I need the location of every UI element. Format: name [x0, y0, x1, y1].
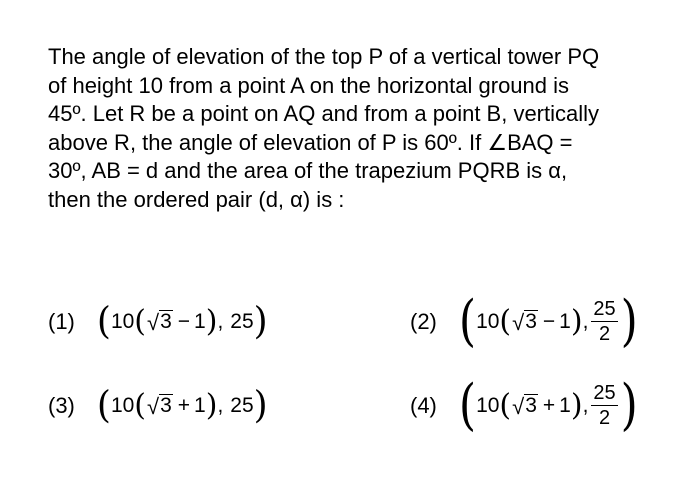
- left-paren: (: [499, 388, 512, 423]
- radical-sign: √: [147, 309, 160, 335]
- left-paren: (: [458, 289, 477, 354]
- option-expression: [458, 289, 638, 354]
- one: 1: [194, 394, 206, 417]
- question-text: [48, 43, 628, 215]
- option-expression: [96, 299, 268, 343]
- right-paren: ): [570, 388, 583, 423]
- square-root: [147, 310, 173, 333]
- question-line: of height 10 from a point A on the horizontal ground is: [48, 72, 570, 98]
- square-root: [512, 310, 538, 333]
- comma: ,: [217, 310, 224, 333]
- question-line: 30º, AB = d and the area of the trapezium PQRB is α,: [48, 158, 568, 184]
- radical-sign: √: [147, 393, 160, 419]
- operator: +: [177, 394, 191, 417]
- comma: ,: [217, 394, 224, 417]
- operator: +: [542, 394, 556, 417]
- area-fraction: [591, 299, 617, 345]
- operator: −: [177, 310, 191, 333]
- area-value: 25: [230, 310, 254, 333]
- left-paren: (: [134, 304, 147, 339]
- radicand: 3: [160, 394, 172, 418]
- square-root: [147, 394, 173, 417]
- coefficient: 10: [110, 394, 135, 417]
- right-paren: ): [205, 388, 218, 423]
- fraction-numerator: 25: [593, 382, 616, 404]
- one: 1: [559, 310, 571, 333]
- area-value: 25: [230, 394, 254, 417]
- left-paren: (: [96, 383, 111, 427]
- radicand: 3: [160, 310, 172, 334]
- option-4[interactable]: [410, 373, 638, 438]
- left-paren: (: [96, 299, 111, 343]
- square-root: [512, 394, 538, 417]
- question-line: 45º. Let R be a point on AQ and from a point B, vertically: [48, 101, 600, 127]
- right-paren: ): [570, 304, 583, 339]
- left-paren: (: [499, 304, 512, 339]
- coefficient: 10: [476, 394, 500, 417]
- one: 1: [559, 394, 571, 417]
- option-number: (3): [48, 393, 75, 418]
- left-paren: (: [458, 373, 477, 438]
- radicand: 3: [525, 394, 537, 418]
- fraction-denominator: 2: [598, 323, 611, 345]
- right-paren: ): [205, 304, 218, 339]
- radical-sign: √: [512, 393, 525, 419]
- left-paren: (: [134, 388, 147, 423]
- option-number: (2): [410, 309, 437, 334]
- coefficient: 10: [110, 310, 135, 333]
- option-3[interactable]: [48, 376, 268, 436]
- option-2[interactable]: [410, 289, 638, 354]
- question-line: then the ordered pair (d, α) is :: [48, 186, 345, 212]
- option-expression: [458, 373, 638, 438]
- radical-sign: √: [512, 309, 525, 335]
- right-paren: ): [620, 289, 638, 354]
- comma: ,: [582, 310, 589, 333]
- option-number: (1): [48, 309, 75, 334]
- fraction-denominator: 2: [598, 407, 611, 429]
- question-line: above R, the angle of elevation of P is 60º. If ∠BAQ =: [48, 129, 573, 155]
- radicand: 3: [525, 310, 537, 334]
- question-line: The angle of elevation of the top P of a vertical tower PQ: [48, 44, 600, 69]
- right-paren: ): [620, 373, 638, 438]
- right-paren: ): [253, 299, 268, 343]
- one: 1: [194, 310, 206, 333]
- option-number: (4): [410, 393, 437, 418]
- comma: ,: [582, 394, 589, 417]
- option-expression: [96, 383, 268, 427]
- fraction-numerator: 25: [593, 298, 616, 320]
- area-fraction: [591, 383, 617, 429]
- right-paren: ): [253, 383, 268, 427]
- operator: −: [542, 310, 556, 333]
- coefficient: 10: [476, 310, 500, 333]
- option-1[interactable]: [48, 292, 268, 352]
